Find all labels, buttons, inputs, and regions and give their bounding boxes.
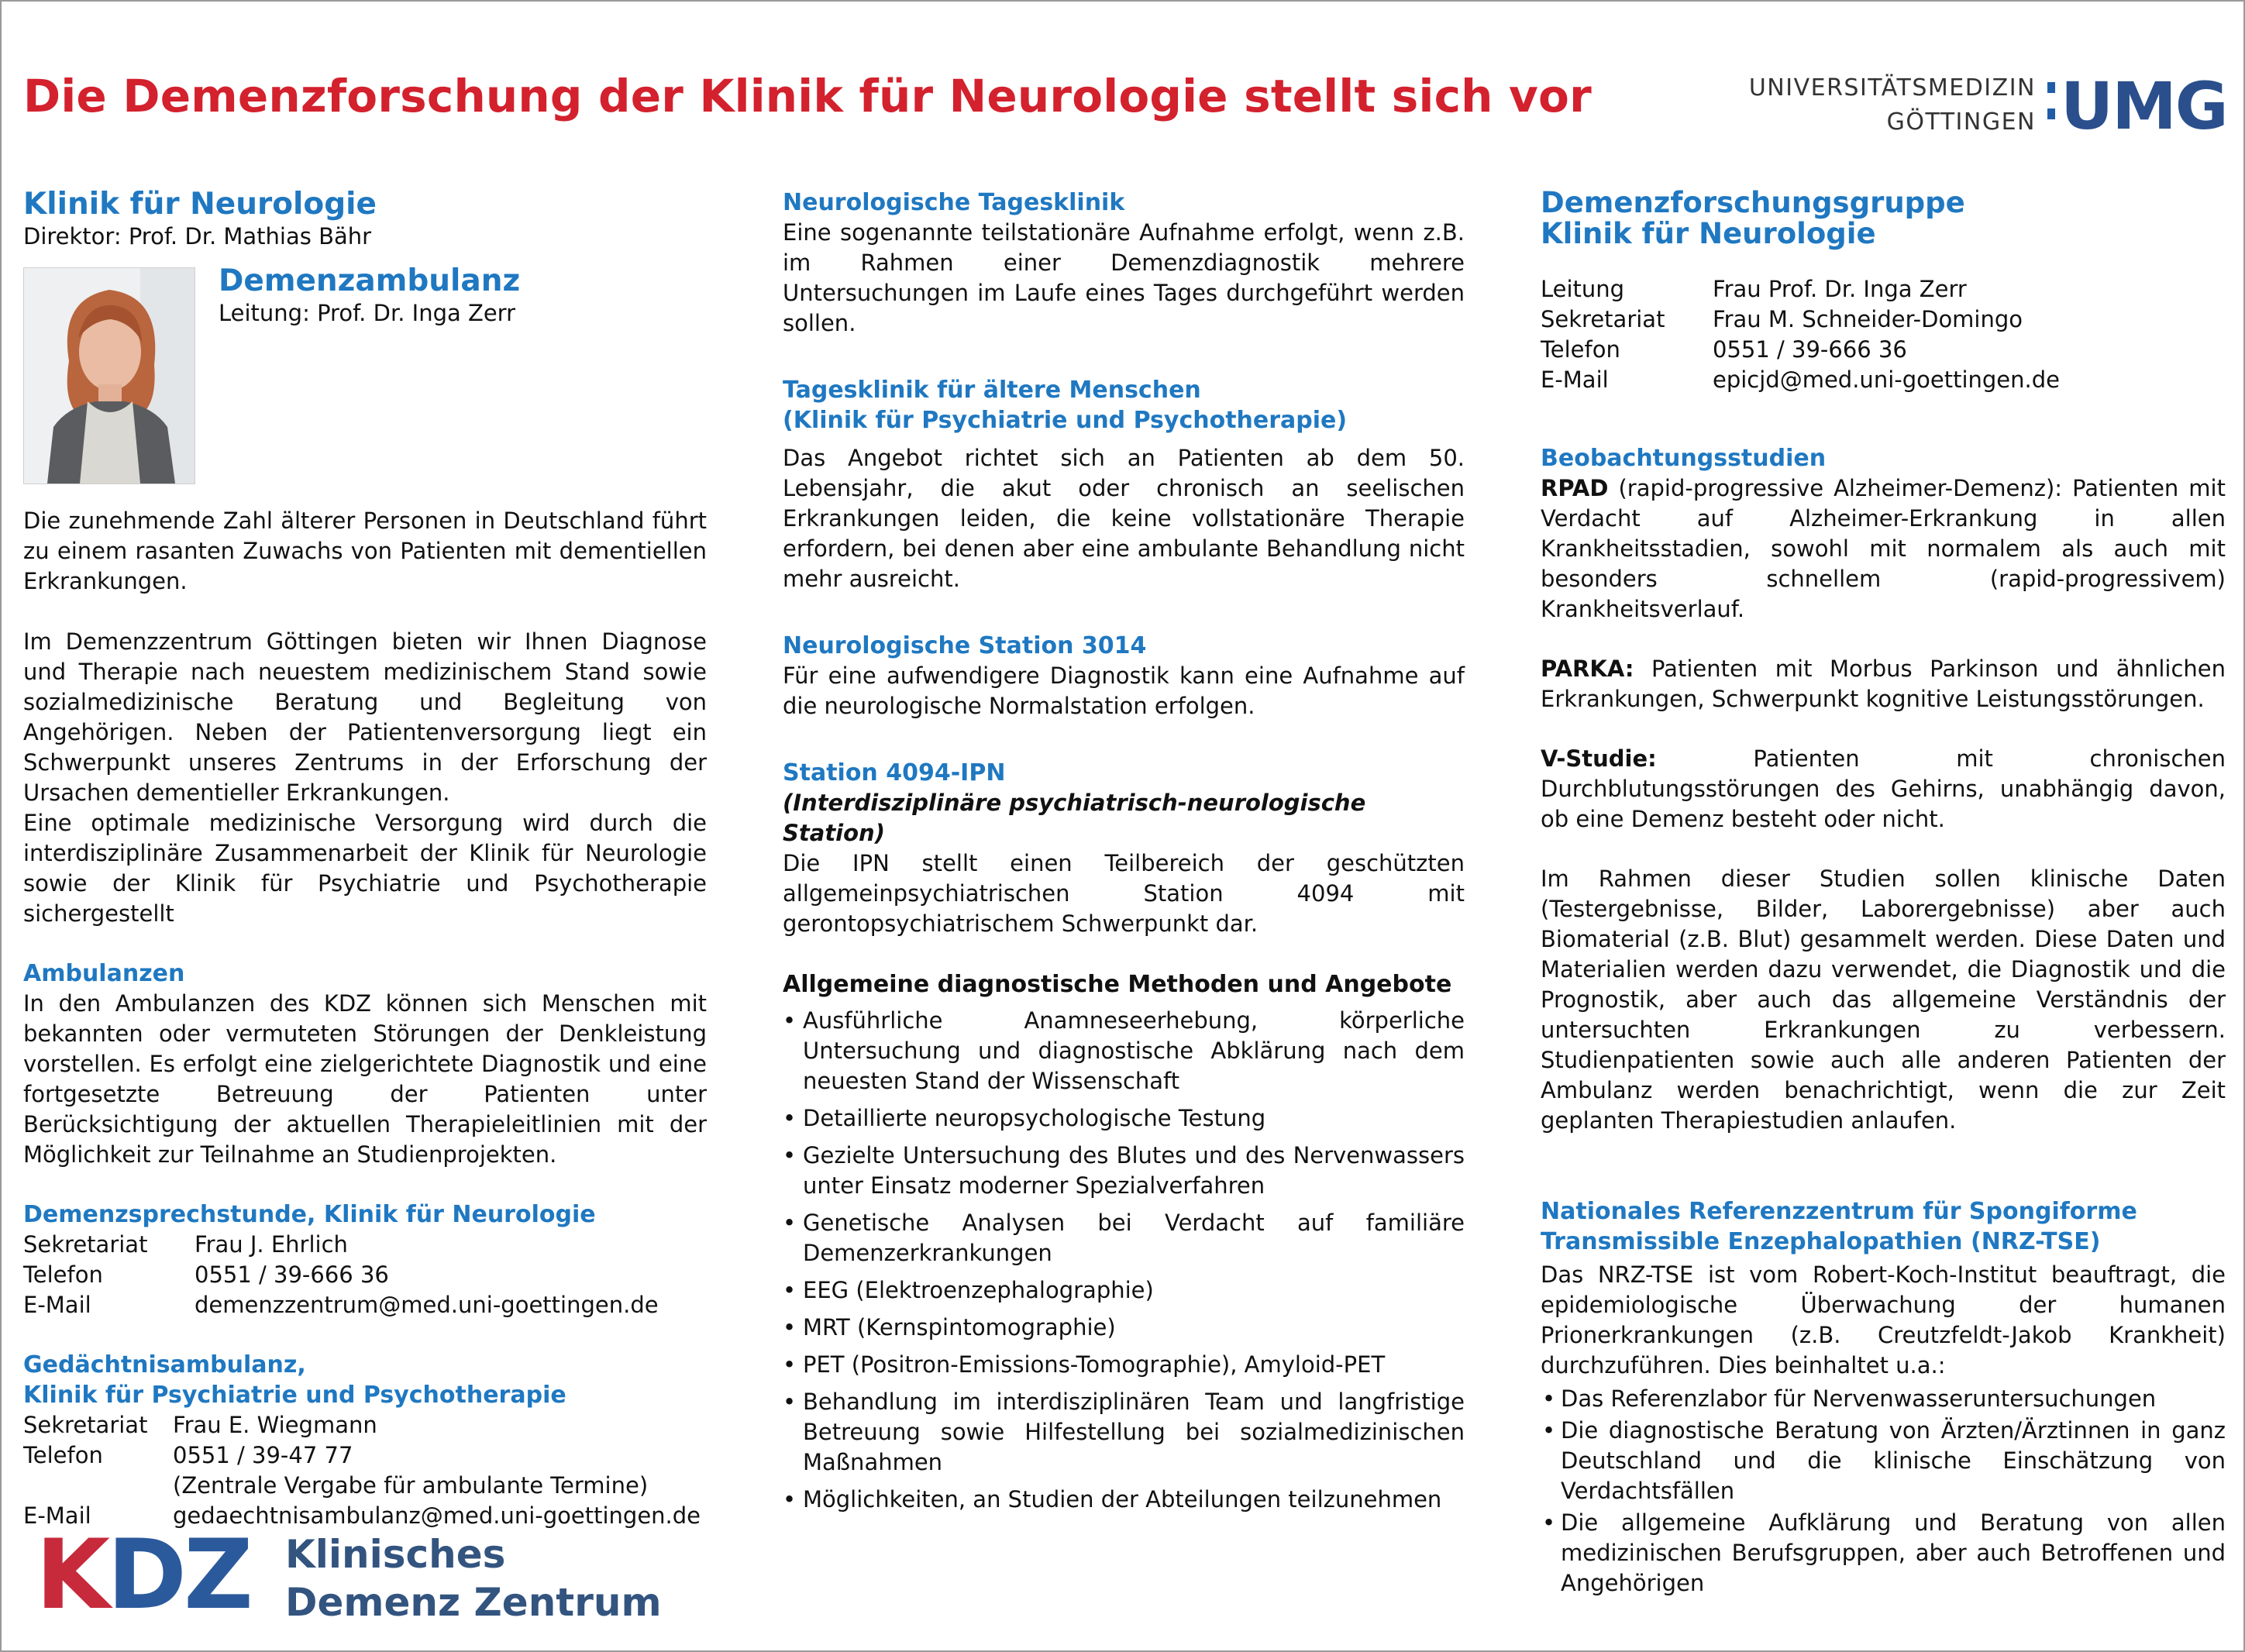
station-4094-title: Station 4094-IPN [783,759,1006,786]
contact-label: Sekretariat [23,1231,148,1258]
clinic-title: Klinik für Neurologie [23,187,377,222]
contact-row [1541,365,2226,395]
list-item: • Die allgemeine Aufklärung und Beratung von allen medizinischen Berufsgruppen, aber auch Betroffenen und Angehörigen [1541,1508,2226,1599]
tagesklinik-aeltere-subtitle: (Klinik für Psychiatrie und Psychotherapie) [783,407,1348,434]
station-3014-title: Neurologische Station 3014 [783,632,1147,659]
research-group-subtitle: Klinik für Neurologie [1541,217,1876,250]
contact-value: 0551 / 39-666 36 [195,1261,389,1288]
beobachtungsstudien-title: Beobachtungsstudien [1541,445,1827,472]
umg-logo-line1: UNIVERSITÄTSMEDIZIN [1748,74,2036,102]
email-link[interactable]: epicjd@med.uni-goettingen.de [1713,367,2060,393]
parka-label: PARKA: [1541,656,1634,682]
director-text: Direktor: Prof. Dr. Mathias Bähr [23,223,372,250]
station-4094-text: Die IPN stellt einen Teilbereich der geschützten allgemeinpsychiatrischen Station 4094 mit gerontopsychiatrischem Schwerpunkt dar. [783,850,1465,937]
contact-value: Frau E. Wiegmann [173,1412,377,1438]
contact-label-empty [23,1471,173,1501]
contact-value: 0551 / 39-47 77 [173,1442,353,1468]
contact-note: (Zentrale Vergabe für ambulante Termine) [173,1472,649,1499]
nrz-text: Das NRZ-TSE ist vom Robert-Koch-Institut beauftragt, die epidemiologische Überwachung der humanen Prionerkrankungen (z.B. Creutzfeldt-Jakob Krankheit) durchzuführen. Dies beinhaltet u.a.: [1541,1261,2226,1378]
list-item: • Gezielte Untersuchung des Blutes und des Nervenwassers unter Einsatz moderner Spezialverfahren [783,1141,1465,1201]
contact-label: Sekretariat [23,1412,148,1438]
contact-row [1541,305,2226,335]
gedaechtnisambulanz-subtitle: Klinik für Psychiatrie und Psychotherapie [23,1382,566,1409]
email-link[interactable]: gedaechtnisambulanz@med.uni-goettingen.de [173,1502,701,1529]
station-4094-subtitle: (Interdisziplinäre psychiatrisch-neurologische Station) [783,790,1366,846]
contact-row [23,1290,707,1320]
demenzambulanz-info [219,264,520,484]
list-item: • Behandlung im interdisziplinären Team und langfristige Betreuung sowie Hilfestellung bei sozialmedizinischen Maßnahmen [783,1387,1465,1478]
methods-list [783,1006,1465,1515]
kdz-logo-mark: KDZ [36,1519,250,1631]
rpad-text: (rapid-progressive Alzheimer-Demenz): Patienten mit Verdacht auf Alzheimer-Erkrankung in allen Krankheitsstadien, sowohl mit normalem als auch mit besonders schnellem (rapid-progressivem) Krankheitsverlauf. [1541,475,2226,622]
research-contact [1541,274,2226,395]
list-item: • Ausführliche Anamneseerhebung, körperliche Untersuchung und diagnostische Abklärung nach dem neuesten Stand der Wissenschaft [783,1006,1465,1096]
list-item: • Genetische Analysen bei Verdacht auf familiäre Demenzerkrankungen [783,1208,1465,1268]
middle-column [783,188,1465,1522]
vstudie-label: V-Studie: [1541,745,1657,772]
contact-row [23,1260,707,1290]
studien-paragraph: Im Rahmen dieser Studien sollen klinische Daten (Testergebnisse, Bilder, Laborergebnisse) aber auch Biomaterial (z.B. Blut) gesammelt werden. Diese Daten und Materialien werden dazu verwendet, die Diagnostik und die Prognostik, aber auch das allgemeine Verständnis der untersuchten Erkrankungen zu verbessern. Studienpatienten sowie auch alle anderen Patienten der Ambulanz werden benachrichtigt, wenn die zur Zeit geplanten Therapiestudien anlaufen. [1541,866,2226,1134]
contact-label: Telefon [23,1261,103,1288]
contact-label: E-Mail [23,1292,91,1318]
tagesklinik-text: Eine sogenannte teilstationäre Aufnahme erfolgt, wenn z.B. im Rahmen einer Demenzdiagnostik mehrere Untersuchungen im Laufe eines Tages durchgeführt werden sollen. [783,219,1465,336]
umg-logo-bar-bottom [2047,108,2055,119]
contact-row [23,1230,707,1260]
list-item: • PET (Positron-Emissions-Tomographie), Amyloid-PET [783,1350,1465,1380]
umg-logo-line2: GÖTTINGEN [1886,108,2036,136]
rpad-paragraph [1541,473,2226,625]
demenzambulanz-lead: Leitung: Prof. Dr. Inga Zerr [219,300,516,326]
umg-logo-bar-top [2047,82,2055,93]
demenzambulanz-block [23,263,707,484]
ambulanzen-text: In den Ambulanzen des KDZ können sich Menschen mit bekannten oder vermuteten Störungen der Denkleistung vorstellen. Es erfolgt eine zielgerichtete Diagnostik und eine fortgesetzte Betreuung der Patienten unter Berücksichtigung der aktuellen Therapieleitlinien mit der Möglichkeit zur Teilnahme an Studienprojekten. [23,990,707,1168]
contact-label: Telefon [23,1442,103,1468]
email-link[interactable]: demenzzentrum@med.uni-goettingen.de [195,1292,659,1318]
demenzsprechstunde-title: Demenzsprechstunde, Klinik für Neurologie [23,1201,596,1228]
intro-paragraph-2: Im Demenzzentrum Göttingen bieten wir Ihnen Diagnose und Therapie nach neuestem medizinischem Stand sowie sozialmedizinische Beratung und Begleitung von Angehörigen. Neben der Patientenversorgung liegt ein Schwerpunkt unseres Zentrums in der Erforschung der Ursachen dementieller Erkrankungen. [23,628,707,806]
contact-row [23,1410,707,1440]
kdz-logo-text [285,1530,662,1626]
parka-paragraph [1541,654,2226,714]
page-title: Die Demenzforschung der Klinik für Neurologie stellt sich vor [23,70,1592,122]
tagesklinik-title: Neurologische Tagesklinik [783,189,1125,216]
methods-title: Allgemeine diagnostische Methoden und Angebote [783,971,1452,998]
contact-value: Frau J. Ehrlich [195,1231,348,1258]
kdz-logo-line2: Demenz Zentrum [285,1580,662,1625]
contact-value: 0551 / 39-666 36 [1713,336,1907,363]
contact-row [23,1440,707,1471]
ambulanzen-title: Ambulanzen [23,960,185,987]
contact-row [23,1471,707,1501]
contact-label: Sekretariat [1541,306,1665,332]
demenzambulanz-title: Demenzambulanz [219,263,521,298]
vstudie-text: Patienten mit chronischen Durchblutungsstörungen des Gehirns, unabhängig davon, ob eine Demenz besteht oder nicht. [1541,745,2226,832]
list-item: • Das Referenzlabor für Nervenwasseruntersuchungen [1541,1384,2226,1414]
kdz-logo [36,1519,662,1633]
nrz-subtitle: Transmissible Enzephalopathien (NRZ-TSE) [1541,1228,2101,1255]
list-item: • EEG (Elektroenzephalographie) [783,1275,1465,1306]
contact-label: E-Mail [23,1502,91,1529]
gedaechtnisambulanz-title: Gedächtnisambulanz, [23,1351,306,1378]
nrz-title: Nationales Referenzzentrum für Spongiforme [1541,1198,2137,1225]
portrait-photo [23,267,195,484]
contact-label: E-Mail [1541,367,1609,393]
nrz-list [1541,1384,2226,1599]
research-group-title: Demenzforschungsgruppe [1541,186,1965,219]
vstudie-paragraph [1541,744,2226,835]
rpad-label: RPAD [1541,475,1609,501]
contact-row [1541,335,2226,365]
intro-paragraph-3: Eine optimale medizinische Versorgung wird durch die interdisziplinäre Zusammenarbeit der Klinik für Neurologie sowie der Klinik für Psychiatrie und Psychotherapie sichergestellt [23,810,707,927]
contact-value: Frau M. Schneider-Domingo [1713,306,2023,332]
list-item: • MRT (Kernspintomographie) [783,1313,1465,1343]
list-item: • Detaillierte neuropsychologische Testung [783,1103,1465,1134]
intro-paragraph-1: Die zunehmende Zahl älterer Personen in Deutschland führt zu einem rasanten Zuwachs von Patienten mit dementiellen Erkrankungen. [23,508,707,594]
contact-value: Frau Prof. Dr. Inga Zerr [1713,276,1967,302]
umg-logo [1703,68,2227,144]
contact-label: Leitung [1541,276,1625,302]
contact-label: Telefon [1541,336,1620,363]
list-item: • Möglichkeiten, an Studien der Abteilungen teilzunehmen [783,1485,1465,1515]
tagesklinik-aeltere-title: Tagesklinik für ältere Menschen [783,377,1201,404]
umg-logo-mark: UMG [2061,68,2227,144]
tagesklinik-aeltere-text: Das Angebot richtet sich an Patienten ab dem 50. Lebensjahr, die akut oder chronisch an seelischen Erkrankungen leiden, die keine vollstationäre Therapie erfordern, bei denen aber eine ambulante Behandlung nicht mehr ausreicht. [783,445,1465,592]
station-3014-text: Für eine aufwendigere Diagnostik kann eine Aufnahme auf die neurologische Normalstation erfolgen. [783,663,1465,719]
parka-text: Patienten mit Morbus Parkinson und ähnlichen Erkrankungen, Schwerpunkt kognitive Leistungsstörungen. [1541,656,2226,712]
list-item: • Die diagnostische Beratung von Ärzten/Ärztinnen in ganz Deutschland und die klinische Einschätzung von Verdachtsfällen [1541,1416,2226,1506]
kdz-logo-line1: Klinisches [285,1532,506,1577]
left-column [23,188,707,1531]
contact-row [1541,274,2226,305]
right-column [1541,188,2226,1600]
